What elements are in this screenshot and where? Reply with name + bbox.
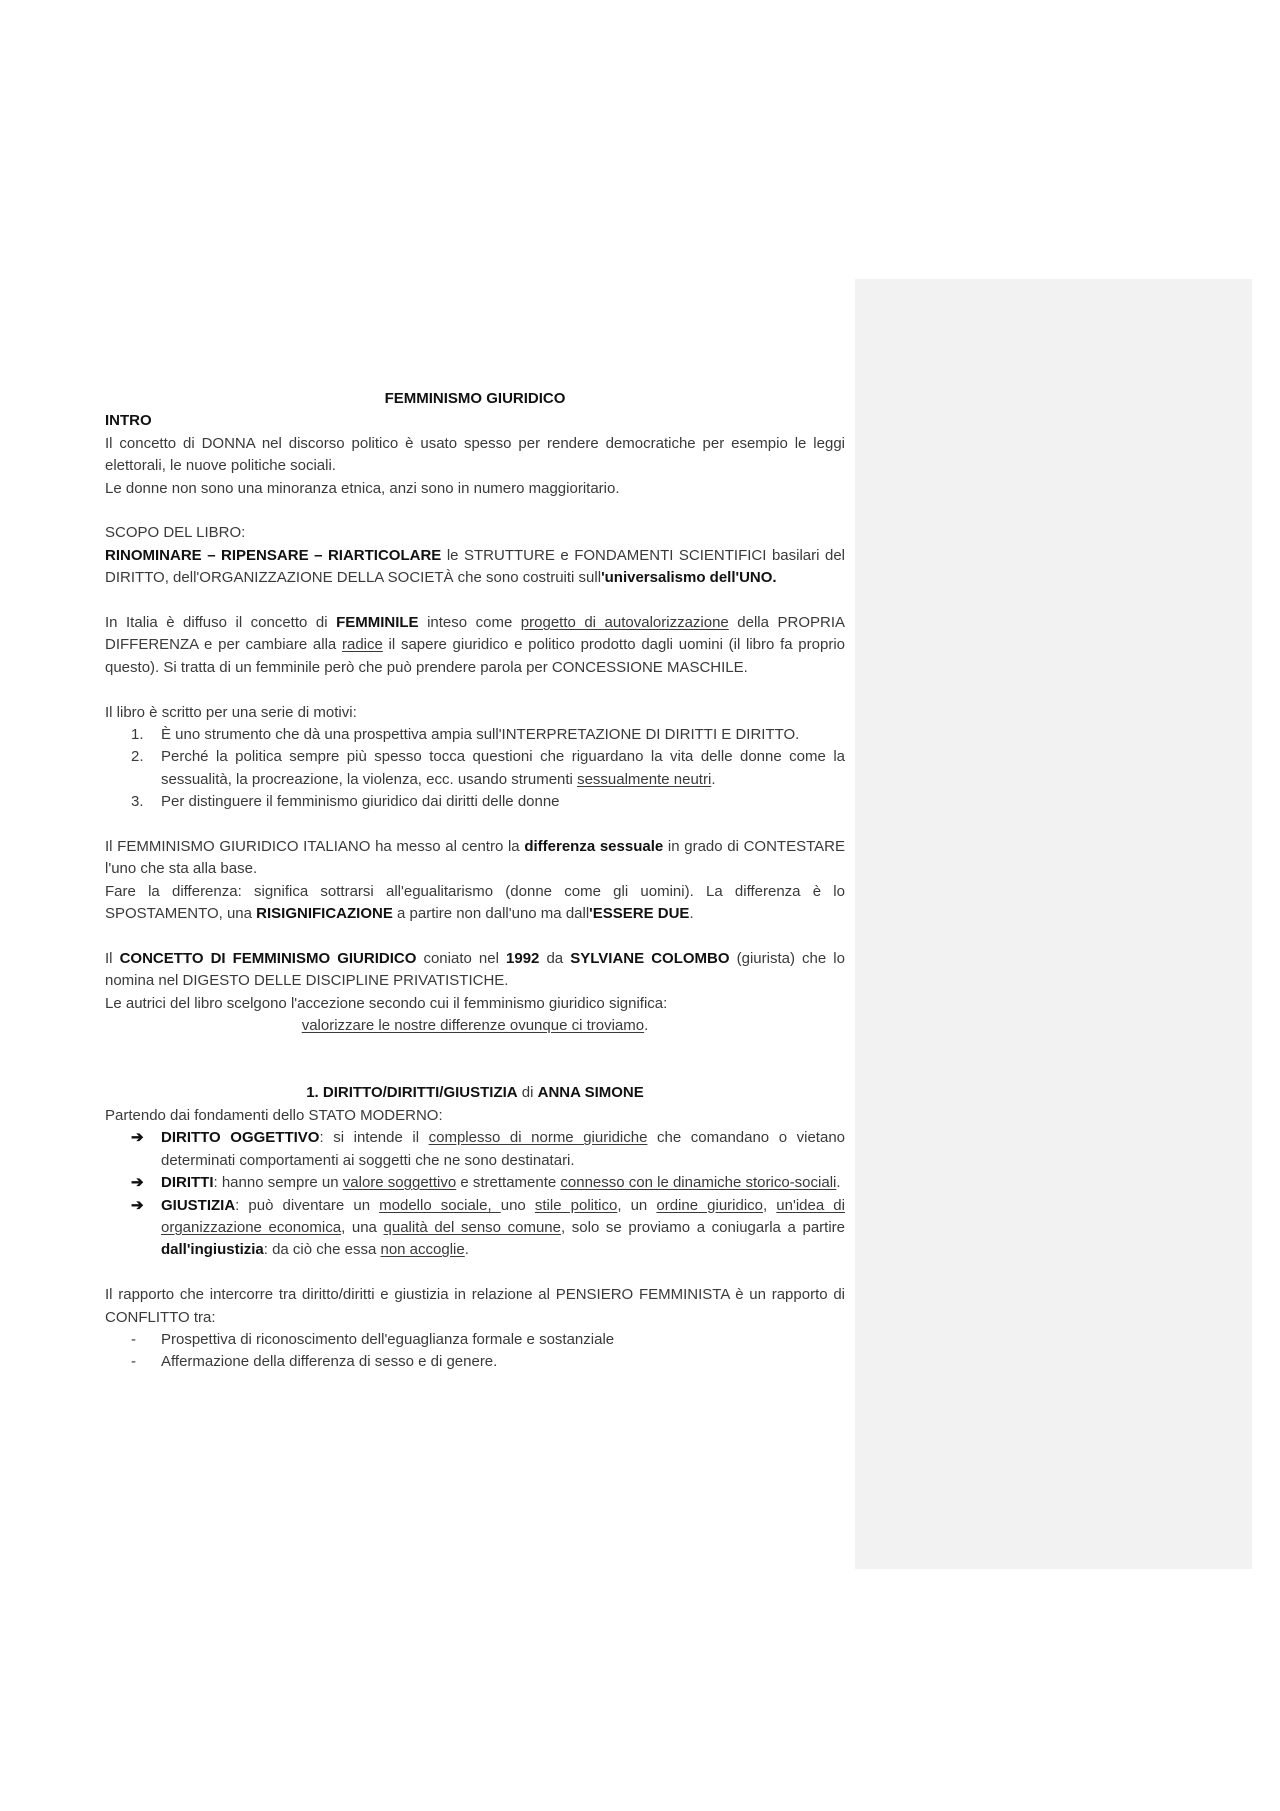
text-run: In Italia è diffuso il concetto di — [105, 614, 337, 632]
text-run: . — [711, 770, 716, 788]
text-run: della PROPRIA DIFFERENZA e per cambiare alla — [105, 614, 846, 654]
text-run: Le autrici del libro scelgono l'accezione secondo cui il femminismo giuridico significa: — [105, 994, 668, 1012]
underlined-text: ordine giuridico — [656, 1196, 764, 1214]
text-run: uno — [500, 1196, 535, 1214]
text-run: . — [836, 1174, 841, 1192]
text-run: e strettamente — [456, 1174, 561, 1192]
paragraph — [105, 433, 845, 478]
bold-text: INTRO — [105, 412, 152, 430]
text-run: : si intende il — [319, 1129, 429, 1147]
list-item — [105, 1329, 845, 1351]
underlined-text: radice — [341, 636, 383, 654]
text-run: Partendo dai fondamenti dello STATO MODERNO: — [105, 1106, 443, 1124]
text-run: . — [689, 905, 694, 923]
comment-pane — [855, 279, 1252, 1569]
text-run: Le donne non sono una minoranza etnica, anzi sono in numero maggioritario. — [105, 479, 620, 497]
text-run: che comandano o vietano determinati comportamenti ai soggetti che ne sono destinatari. — [161, 1129, 845, 1169]
list-marker: 2. — [131, 748, 144, 766]
text-run: di — [517, 1084, 538, 1102]
spacer — [105, 1038, 845, 1060]
document-title — [105, 388, 845, 410]
bold-text: GIUSTIZIA — [161, 1196, 236, 1214]
text-run: il sapere giuridico e politico prodotto dagli uomini (il libro fa proprio questo). Si tratta di un femminile però che può prendere parola per CONCESSIONE MASCHILE. — [105, 636, 845, 676]
text-run: È uno strumento che dà una prospettiva ampia sull'INTERPRETAZIONE DI DIRITTI E DIRITTO. — [161, 726, 800, 744]
list-item — [105, 1351, 845, 1373]
document-page — [105, 388, 845, 1374]
paragraph — [105, 993, 845, 1015]
bold-text: RISIGNIFICAZIONE — [256, 905, 393, 923]
spacer — [105, 814, 845, 836]
text-run: le STRUTTURE e FONDAMENTI SCIENTIFICI basilari del DIRITTO, dell'ORGANIZZAZIONE DELLA SOCIETÀ che sono costruiti sull — [105, 546, 846, 587]
paragraph — [105, 1284, 845, 1329]
arrow-icon: ➔ — [131, 1129, 144, 1147]
list-marker: - — [131, 1353, 136, 1371]
arrow-icon: ➔ — [131, 1196, 144, 1214]
paragraph — [105, 545, 845, 590]
underlined-text: modello sociale, — [379, 1196, 501, 1214]
arrow-icon: ➔ — [131, 1174, 144, 1192]
text-run: Perché la politica sempre più spesso tocca questioni che riguardano la vita delle donne come la sessualità, la procreazione, la violenza, ecc. usando strumenti — [161, 748, 845, 788]
bold-text: 'universalismo dell'UNO. — [601, 569, 777, 587]
underlined-text: qualità del senso comune — [383, 1218, 561, 1236]
paragraph — [105, 881, 845, 926]
bold-text: differenza sessuale — [524, 838, 664, 856]
bold-text: 1992 — [506, 950, 540, 968]
text-run: inteso come — [418, 614, 521, 632]
dash-list — [105, 1329, 845, 1374]
document-body — [105, 410, 845, 1373]
list-item — [105, 1172, 845, 1194]
spacer — [105, 926, 845, 948]
text-run: Per distinguere il femminismo giuridico dai diritti delle donne — [161, 793, 560, 811]
paragraph — [105, 1105, 845, 1127]
list-item — [105, 724, 845, 746]
list-marker: 1. — [131, 726, 144, 744]
spacer — [105, 1060, 845, 1082]
document-title-text: FEMMINISMO GIURIDICO — [384, 390, 566, 407]
text-run: , — [763, 1196, 777, 1214]
underlined-text: valorizzare le nostre differenze ovunque ci troviamo — [301, 1017, 645, 1035]
list-item — [105, 1195, 845, 1262]
text-run: Il rapporto che intercorre tra diritto/diritti e giustizia in relazione al PENSIERO FEMMINISTA è un rapporto di CONFLITTO tra: — [105, 1286, 845, 1326]
bold-text: ANNA SIMONE — [537, 1084, 644, 1102]
list-item — [105, 1127, 845, 1172]
paragraph — [105, 836, 845, 881]
list-marker: 3. — [131, 793, 144, 811]
bold-text: dall'ingiustizia — [161, 1241, 264, 1259]
text-run: , un — [617, 1196, 657, 1214]
paragraph — [105, 478, 845, 500]
underlined-text: non accoglie — [380, 1241, 465, 1259]
text-run: : può diventare un — [235, 1196, 380, 1214]
text-run: Il concetto di DONNA nel discorso politico è usato spesso per rendere democratiche per esempio le leggi elettorali, le nuove politiche sociali. — [105, 434, 845, 475]
underlined-text: sessualmente neutri — [577, 770, 712, 788]
text-run: . — [644, 1017, 649, 1035]
spacer — [105, 500, 845, 522]
underlined-text: connesso con le dinamiche storico-sociali — [560, 1174, 837, 1192]
list-item — [105, 791, 845, 813]
text-run: , solo se proviamo a coniugarla a partire — [561, 1218, 845, 1236]
text-run: Il — [105, 950, 120, 968]
paragraph — [105, 702, 845, 724]
text-run: . — [464, 1241, 469, 1259]
paragraph — [105, 1082, 845, 1104]
paragraph — [105, 410, 845, 432]
spacer — [105, 1262, 845, 1284]
bold-text: FEMMINILE — [336, 614, 419, 632]
text-run: Il libro è scritto per una serie di motivi: — [105, 703, 357, 721]
bold-text: 1. DIRITTO/DIRITTI/GIUSTIZIA — [306, 1084, 518, 1102]
text-run: , una — [341, 1218, 384, 1236]
text-run: Affermazione della differenza di sesso e di genere. — [161, 1353, 498, 1371]
list-item — [105, 746, 845, 791]
text-run: (giurista) che lo nomina nel DIGESTO DELLE DISCIPLINE PRIVATISTICHE. — [105, 950, 845, 990]
text-run: da — [539, 950, 571, 968]
text-run: coniato nel — [416, 950, 507, 968]
paragraph — [105, 612, 845, 679]
bold-text: DIRITTO OGGETTIVO — [161, 1129, 320, 1147]
list-marker: - — [131, 1330, 136, 1348]
text-run: Il FEMMINISMO GIURIDICO ITALIANO ha messo al centro la — [105, 838, 525, 856]
bold-text: 'ESSERE DUE — [589, 905, 690, 923]
text-run: SCOPO DEL LIBRO: — [105, 524, 246, 542]
paragraph — [105, 948, 845, 993]
text-run: : hanno sempre un — [213, 1174, 343, 1192]
bold-text: CONCETTO DI FEMMINISMO GIURIDICO — [119, 950, 417, 968]
spacer — [105, 590, 845, 612]
text-run: Fare la differenza: significa sottrarsi all'egualitarismo (donne come gli uomini). La differenza è lo SPOSTAMENTO, una — [105, 882, 845, 923]
bold-text: RINOMINARE – RIPENSARE – RIARTICOLARE — [105, 546, 442, 564]
bold-text: DIRITTI — [161, 1174, 214, 1192]
underlined-text: complesso di norme giuridiche — [428, 1129, 648, 1147]
underlined-text: stile politico — [534, 1196, 618, 1214]
paragraph — [105, 522, 845, 544]
text-run: a partire non dall'uno ma dall — [392, 905, 590, 923]
underlined-text: un'idea di organizzazione economica — [161, 1196, 845, 1236]
underlined-text: valore soggettivo — [342, 1174, 457, 1192]
underlined-text: progetto di autovalorizzazione — [520, 614, 729, 632]
text-run: : da ciò che essa — [263, 1241, 381, 1259]
text-run: Prospettiva di riconoscimento dell'eguaglianza formale e sostanziale — [161, 1330, 615, 1348]
paragraph — [105, 1015, 845, 1037]
arrow-list — [105, 1127, 845, 1261]
numbered-list — [105, 724, 845, 814]
bold-text: SYLVIANE COLOMBO — [570, 950, 730, 968]
text-run: in grado di CONTESTARE l'uno che sta alla base. — [105, 838, 845, 878]
spacer — [105, 679, 845, 701]
